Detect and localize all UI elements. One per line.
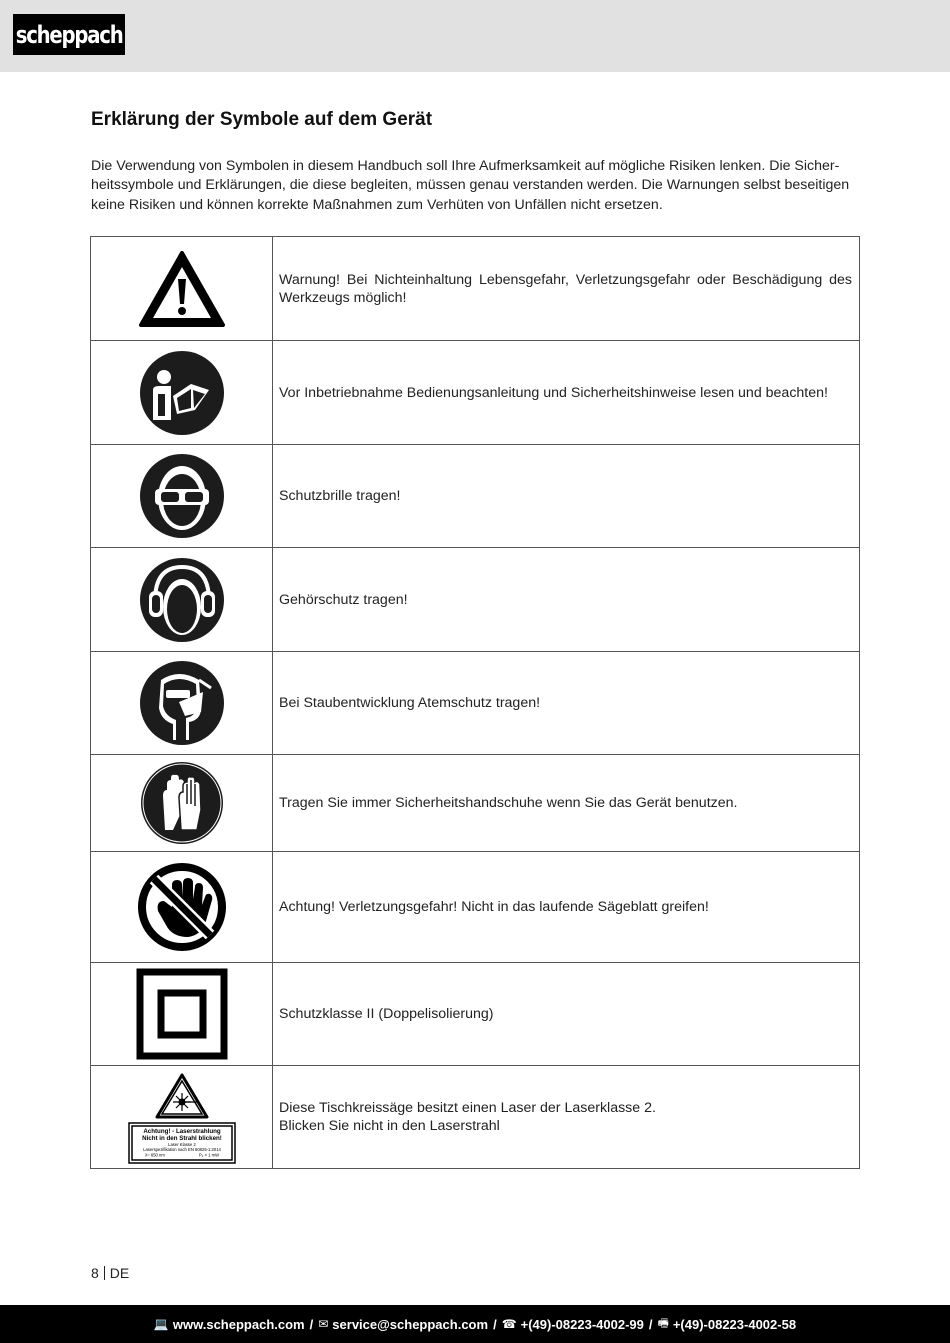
- footer-divider: /: [309, 1316, 314, 1332]
- dust-mask-icon: [139, 660, 225, 746]
- page-language: DE: [109, 1265, 130, 1281]
- header-band: [0, 0, 950, 72]
- symbol-description: Schutzbrille tragen!: [273, 445, 860, 548]
- footer-fax: +(49)-08223-4002-58: [672, 1316, 797, 1332]
- footer-contact-bar: [0, 1305, 950, 1343]
- safety-gloves-icon: [139, 760, 225, 846]
- laser-label-power: P₀ < 1 mW: [198, 1152, 219, 1158]
- table-row: [91, 963, 860, 1066]
- intro-paragraph: [91, 157, 861, 215]
- scheppach-logo: scheppach: [13, 14, 125, 55]
- page-number: [91, 1265, 129, 1281]
- laser-label-line4: Laserspezifikation nach EN 60825-1:2014: [142, 1147, 221, 1152]
- page-number-value: 8: [91, 1265, 99, 1281]
- symbol-description-line: Diese Tischkreissäge besitzt einen Laser der Laserklasse 2.: [279, 1100, 656, 1116]
- laser-label-line3: Laser Klasse 2: [167, 1142, 196, 1147]
- intro-line: Die Verwendung von Symbolen in diesem Handbuch soll Ihre Aufmerksamkeit auf mögliche Risiken lenken. Die Sicher-: [91, 158, 840, 174]
- page-number-divider: [104, 1266, 105, 1280]
- footer-divider: /: [493, 1316, 497, 1332]
- symbol-description: Gehörschutz tragen!: [273, 548, 860, 652]
- email-icon: ✉: [318, 1317, 329, 1331]
- symbol-description: Bei Staubentwicklung Atemschutz tragen!: [273, 652, 860, 755]
- fax-icon: 🖷: [657, 1315, 669, 1330]
- footer-website-link[interactable]: www.scheppach.com: [172, 1316, 305, 1332]
- laser-warning-icon: [127, 1069, 237, 1165]
- phone-icon: ☎: [501, 1317, 517, 1331]
- laser-label-wavelength: λ= 650 nm: [144, 1152, 165, 1158]
- computer-icon: 💻: [153, 1317, 169, 1331]
- page-title: Erklärung der Symbole auf dem Gerät: [91, 109, 433, 130]
- symbol-description: Vor Inbetriebnahme Bedienungsanleitung und Sicherheitshinweise lesen und beachten!: [273, 341, 860, 445]
- symbol-description: [273, 1066, 860, 1169]
- footer-phone: +(49)-08223-4002-99: [520, 1316, 644, 1332]
- table-row: [91, 548, 860, 652]
- intro-line: heitssymbole und Erklärungen, die diese begleiten, müssen genau verstanden werden. Die Warnungen selbst beseitigen: [91, 177, 850, 194]
- table-row: [91, 341, 860, 445]
- table-row: [91, 852, 860, 963]
- symbol-description: Schutzklasse II (Doppelisolierung): [273, 963, 860, 1066]
- table-row: [91, 445, 860, 548]
- warning-triangle-icon: [137, 249, 227, 329]
- read-manual-icon: [139, 350, 225, 436]
- symbol-description: Tragen Sie immer Sicherheitshandschuhe wenn Sie das Gerät benutzen.: [273, 755, 860, 852]
- no-hand-icon: [136, 861, 228, 953]
- intro-line: keine Risiken und können korrekte Maßnahmen zum Verhüten von Unfällen nicht ersetzen.: [91, 196, 663, 213]
- symbol-description: Warnung! Bei Nichteinhaltung Lebensgefahr, Verletzungsgefahr oder Beschädigung des Werkzeugs möglich!: [273, 237, 860, 341]
- laser-label-line2: Nicht in den Strahl blicken!: [141, 1135, 222, 1142]
- safety-goggles-icon: [139, 453, 225, 539]
- symbols-table: [90, 236, 860, 1169]
- ear-protection-icon: [139, 557, 225, 643]
- table-row: [91, 755, 860, 852]
- laser-label-line1: Achtung! - Laserstrahlung: [142, 1128, 221, 1135]
- table-row: [91, 237, 860, 341]
- symbol-description-line: Blicken Sie nicht in den Laserstrahl: [279, 1118, 500, 1134]
- table-row: [91, 1066, 860, 1169]
- protection-class-ii-icon: [136, 968, 228, 1060]
- footer-divider: /: [648, 1316, 653, 1332]
- footer-email-link[interactable]: service@scheppach.com: [332, 1316, 489, 1332]
- table-row: [91, 652, 860, 755]
- symbol-description: Achtung! Verletzungsgefahr! Nicht in das laufende Sägeblatt greifen!: [273, 852, 860, 963]
